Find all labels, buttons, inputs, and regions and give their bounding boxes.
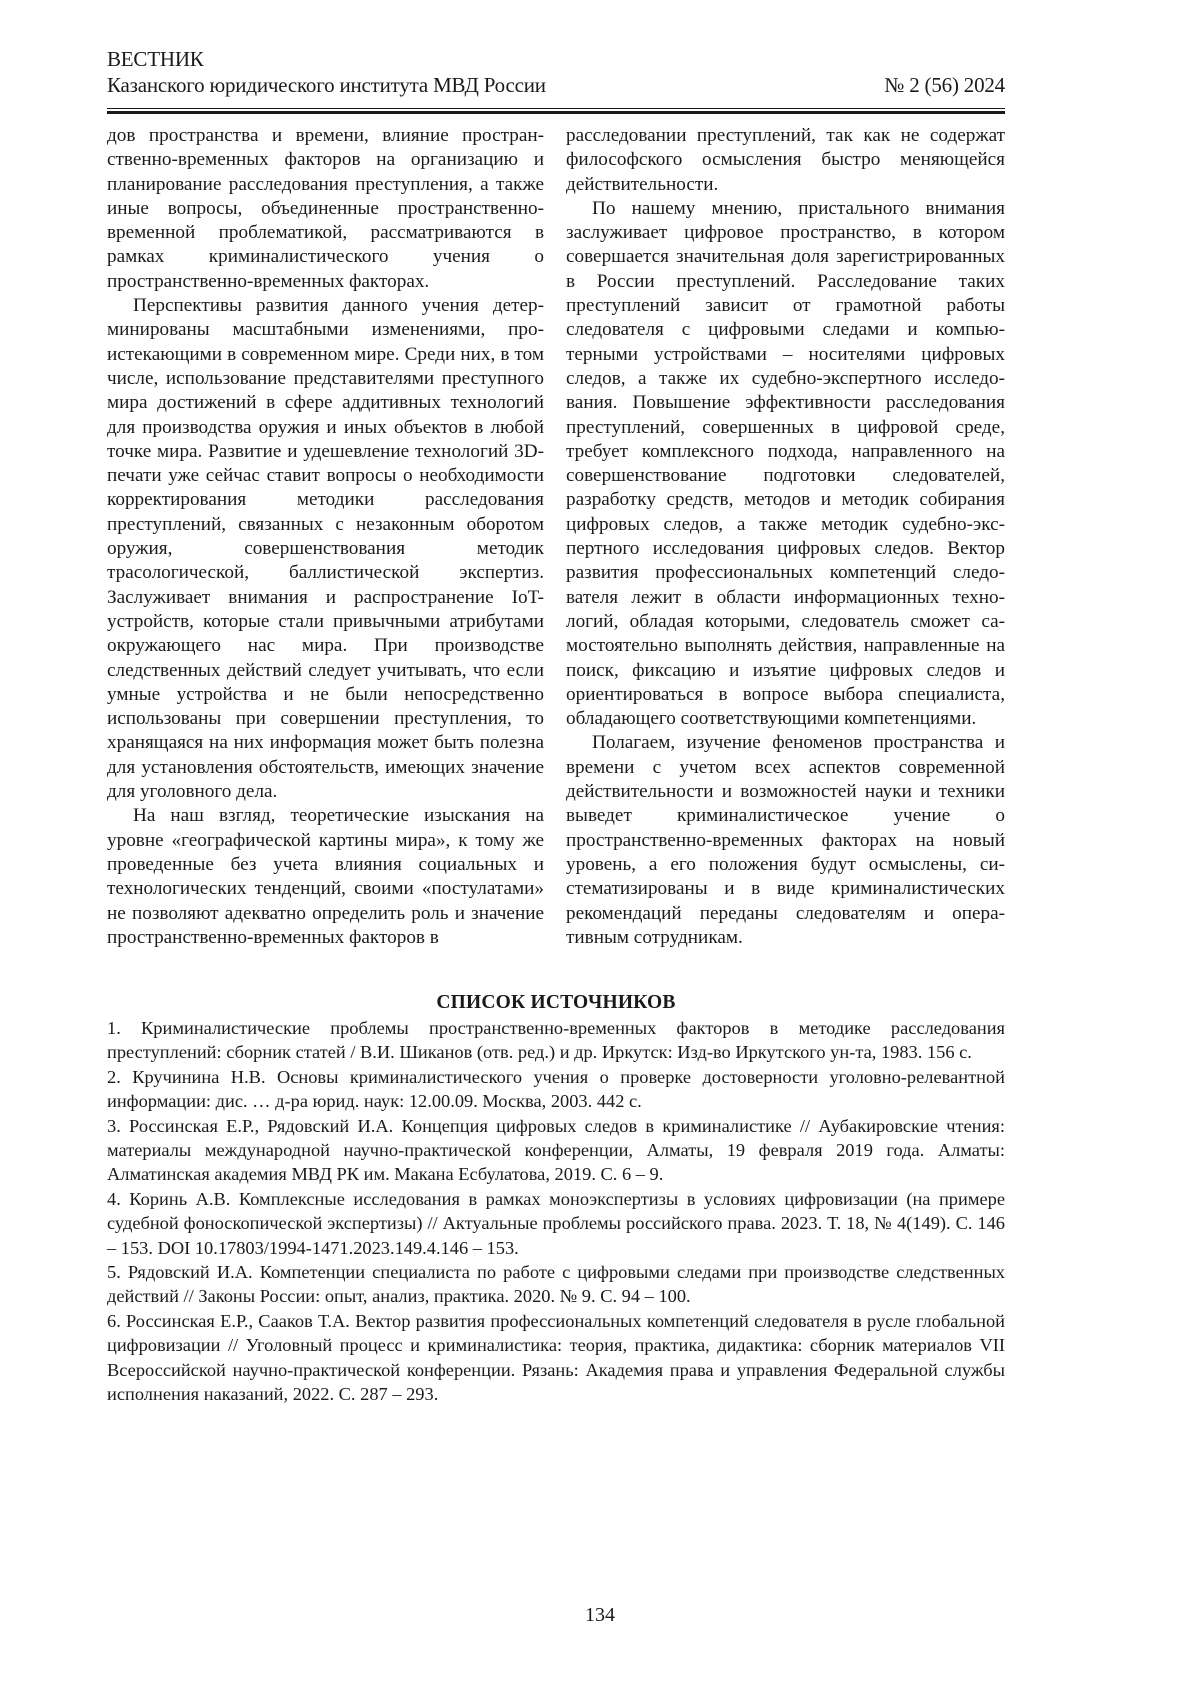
reference-item: 5. Рядовский И.А. Компетенции специалиста по работе с цифровыми следами при производстве следственных действий // Законы России: опыт, анализ, практика. 2020. № 9. С. 94 – 100.: [107, 1262, 1005, 1307]
issue-number: № 2 (56) 2024: [884, 73, 1005, 97]
reference-item: 6. Россинская Е.Р., Сааков Т.А. Вектор развития профессиональных компетенций следователя в русле глобальной цифровизации // Уголовный процесс и криминалистика: теория, практика, дидактика: сборник материалов VII Всероссийской научно-практической конференции. Рязань: Академия права и управления Федеральной службы исполнения наказаний, 2022. С. 287 – 293.: [107, 1310, 1005, 1405]
paragraph: На наш взгляд, теоретические изыскания на уровне «географической картины мира», к тому же проведенные без учета влияния социальных и технологических тенденций, своими «постулатами» не позволяют адекватно определить роль и значение пространственно-временных факторов в: [107, 805, 544, 948]
references-title: СПИСОК ИСТОЧНИКОВ: [436, 992, 676, 1013]
paragraph: расследовании преступлений, так как не содержат философского осмысления быстро меняющейся действительности.: [566, 125, 1005, 195]
reference-item: 1. Криминалистические проблемы пространственно-временных факторов в методике расследования преступлений: сборник статей / В.И. Шиканов (отв. ред.) и др. Иркутск: Изд-во Иркутского ун-та, 1983. 156 с.: [107, 1018, 1005, 1063]
paragraph: Перспективы развития данного учения детерминированы масштабными изменениями, проистекающими в современном мире. Среди них, в том числе, использование представителями преступного мира достижений в сфере аддитивных технологий для производства оружия и иных объектов в любой точке мира. Развитие и удешевление технологий 3D-печати уже сейчас ставит вопросы о необходимости корректирования методики расследования преступлений, связанных с незаконным оборотом оружия, совершенствования методик трасологической, баллистической экспертиз. Заслуживает внимания и распространение IoT-устройств, которые стали привычными атрибутами окружающего нас мира. При производстве следственных действий следует учитывать, что если умные устройства и не были непосредственно использованы при совершении преступления, то хранящаяся на них информация может быть полезна для установления обстоятельств, имеющих значение для уголовного дела.: [107, 295, 544, 803]
header-rule-thin: [107, 108, 1005, 109]
page-number: 134: [585, 1604, 615, 1626]
running-header: [107, 46, 1005, 98]
reference-item: 2. Кручинина Н.В. Основы криминалистического учения о проверке достоверности уголовно-релевантной информации: дис. … д-ра юрид. наук: 12.00.09. Москва, 2003. 442 с.: [107, 1066, 1005, 1112]
journal-title-line2: Казанского юридического института МВД России: [107, 73, 546, 97]
header-rule: [107, 108, 1005, 114]
paragraph: По нашему мнению, пристального внимания заслуживает цифровое пространство, в котором совершается значительная доля зарегистрированных в России преступлений. Расследование таких преступлений зависит от грамотной работы следователя с цифровыми следами и компьютерными устройствами – носителями цифровых следов, а также их судебно-экспертного исследования. Повышение эффективности расследования преступлений, совершенных в цифровой среде, требует комплексного подхода, направленного на совершенствование подготовки следователей, разработку средств, методов и методик собирания цифровых следов, а также методик судебно-экспертного исследования цифровых следов. Вектор развития профессиональных компетенций следователя лежит в области информационных технологий, обладая которыми, следователь сможет самостоятельно выполнять действия, направленные на поиск, фиксацию и изъятие цифровых следов и ориентироваться в вопросе выбора специалиста, обладающего соответствующими компетенциями.: [566, 197, 1005, 730]
paragraph: Полагаем, изучение феноменов пространства и времени с учетом всех аспектов современной действительности и возможностей науки и техники выведет криминалистическое учение о пространственно-временных факторах на новый уровень, а его положения будут осмыслены, систематизированы и в виде криминалистических рекомендаций переданы следователям и оперативным сотрудникам.: [566, 732, 1005, 948]
reference-item: 4. Коринь А.В. Комплексные исследования в рамках моноэкспертизы в условиях цифровизации (на примере судебной фоноскопической экспертизы) // Актуальные проблемы российского права. 2023. Т. 18, № 4(149). С. 146 – 153. DOI 10.17803/1994-1471.2023.149.4.146 – 153.: [107, 1188, 1005, 1258]
right-column: [566, 124, 1005, 950]
references-section: [107, 990, 1005, 1407]
left-column: [107, 124, 544, 950]
reference-item: 3. Россинская Е.Р., Рядовский И.А. Концепция цифровых следов в криминалистике // Аубакировские чтения: материалы международной научно-практической конференции, Алматы, 19 февраля 2019 года. Алматы: Алматинская академия МВД РК им. Макана Есбулатова, 2019. С. 6 – 9.: [107, 1115, 1005, 1185]
paragraph: дов пространства и времени, влияние пространственно-временных факторов на организацию и планирование расследования преступления, а также иные вопросы, объединенные пространственно-временной проблематикой, рассматриваются в рамках криминалистического учения о пространственно-временных факторах.: [107, 125, 544, 292]
journal-title-row: [107, 72, 1005, 98]
header-rule-thick: [107, 111, 1005, 114]
journal-title-line1: ВЕСТНИК: [107, 47, 204, 71]
